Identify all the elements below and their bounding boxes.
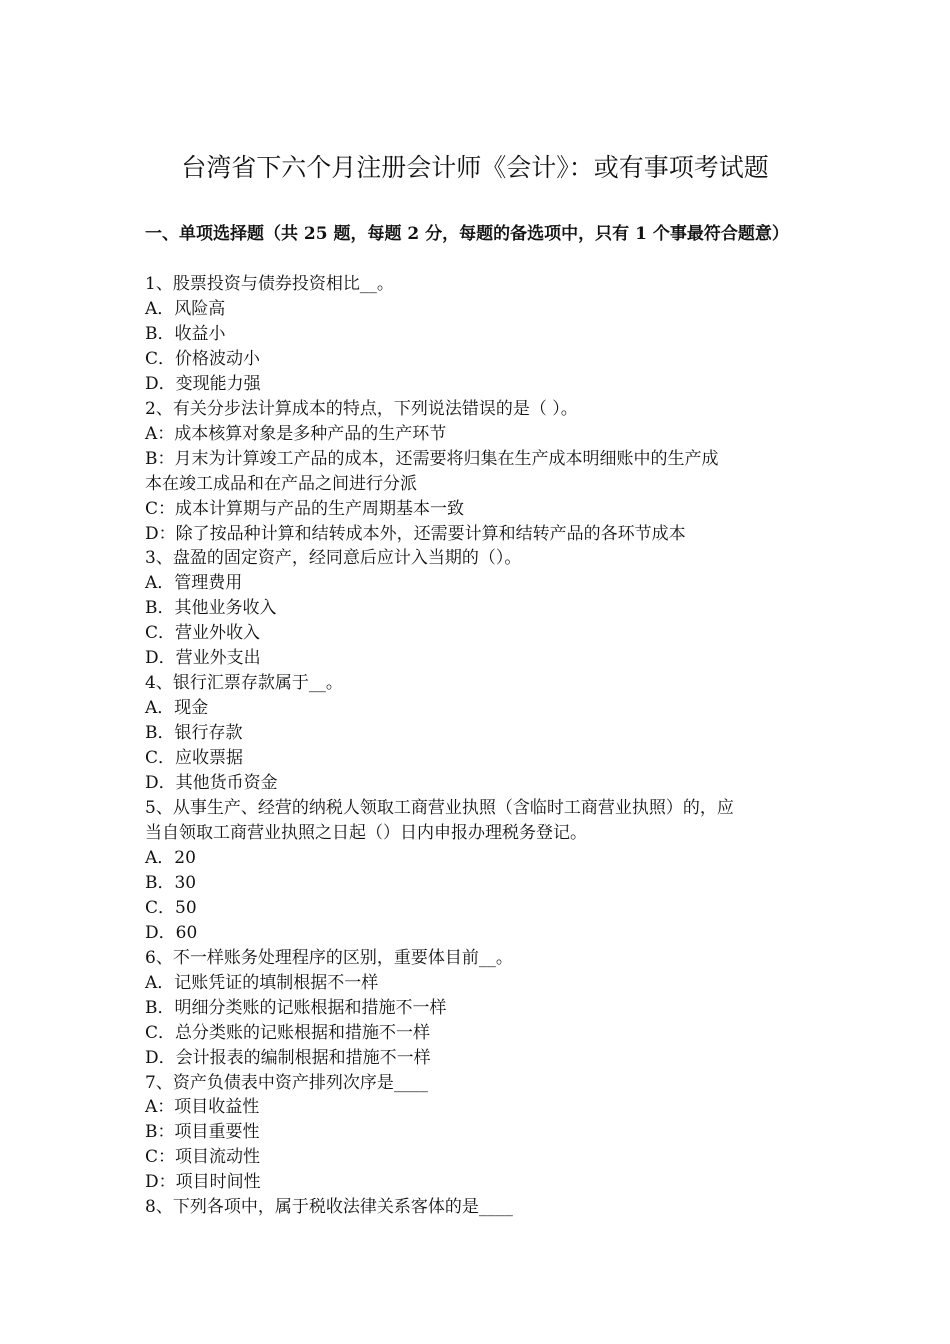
question-text: 5、从事生产、经营的纳税人领取工商营业执照（含临时工商营业执照）的，应 bbox=[145, 798, 734, 819]
answer-option: B：项目重要性 bbox=[145, 1122, 260, 1143]
answer-option: B．其他业务收入 bbox=[145, 598, 277, 619]
answer-option: C．应收票据 bbox=[145, 748, 244, 769]
text-line: 当自领取工商营业执照之日起（）日内申报办理税务登记。 bbox=[145, 822, 587, 843]
question-list bbox=[145, 272, 810, 1220]
question-text: 2、有关分步法计算成本的特点，下列说法错误的是（ ）。 bbox=[145, 398, 578, 419]
answer-option: B．明细分类账的记账根据和措施不一样 bbox=[145, 997, 447, 1018]
answer-option: A．管理费用 bbox=[145, 573, 243, 594]
answer-option: D．变现能力强 bbox=[145, 373, 261, 394]
answer-option: D．其他货币资金 bbox=[145, 773, 278, 794]
answer-option: A．现金 bbox=[145, 698, 209, 719]
answer-option: A．记账凭证的填制根据不一样 bbox=[145, 972, 379, 993]
answer-option: B．银行存款 bbox=[145, 723, 243, 744]
answer-option: C：项目流动性 bbox=[145, 1147, 261, 1168]
answer-option: C．50 bbox=[145, 897, 197, 918]
answer-option: C．总分类账的记账根据和措施不一样 bbox=[145, 1022, 431, 1043]
answer-option: D．会计报表的编制根据和措施不一样 bbox=[145, 1047, 431, 1068]
answer-option: D．60 bbox=[145, 922, 198, 943]
answer-option: A．风险高 bbox=[145, 298, 226, 319]
answer-option: D．营业外支出 bbox=[145, 648, 261, 669]
section-header: 一、单项选择题（共 25 题，每题 2 分，每题的备选项中，只有 1 个事最符合题意） bbox=[145, 224, 789, 244]
text-line: 本在竣工成品和在产品之间进行分派 bbox=[145, 473, 417, 494]
answer-option: A：项目收益性 bbox=[145, 1097, 260, 1118]
answer-option: C．价格波动小 bbox=[145, 348, 261, 369]
question-text: 7、资产负债表中资产排列次序是____ bbox=[145, 1072, 428, 1093]
answer-option: A：成本核算对象是多种产品的生产环节 bbox=[145, 423, 447, 444]
answer-option: B：月末为计算竣工产品的成本，还需要将归集在生产成本明细账中的生产成 bbox=[145, 448, 719, 469]
answer-option: B．30 bbox=[145, 872, 197, 893]
answer-option: C：成本计算期与产品的生产周期基本一致 bbox=[145, 498, 465, 519]
question-text: 8、下列各项中，属于税收法律关系客体的是____ bbox=[145, 1197, 513, 1218]
question-text: 3、盘盈的固定资产，经同意后应计入当期的（）。 bbox=[145, 548, 522, 569]
answer-option: D：项目时间性 bbox=[145, 1172, 261, 1193]
answer-option: B．收益小 bbox=[145, 323, 226, 344]
answer-option: D：除了按品种计算和结转成本外，还需要计算和结转产品的各环节成本 bbox=[145, 523, 686, 544]
page-title: 台湾省下六个月注册会计师《会计》：或有事项考试题 bbox=[181, 153, 769, 182]
question-text: 4、银行汇票存款属于__。 bbox=[145, 673, 343, 694]
answer-option: C．营业外收入 bbox=[145, 623, 261, 644]
answer-option: A．20 bbox=[145, 847, 196, 868]
question-text: 6、不一样账务处理程序的区别，重要体目前__。 bbox=[145, 947, 513, 968]
question-text: 1、股票投资与债券投资相比__。 bbox=[145, 274, 394, 294]
